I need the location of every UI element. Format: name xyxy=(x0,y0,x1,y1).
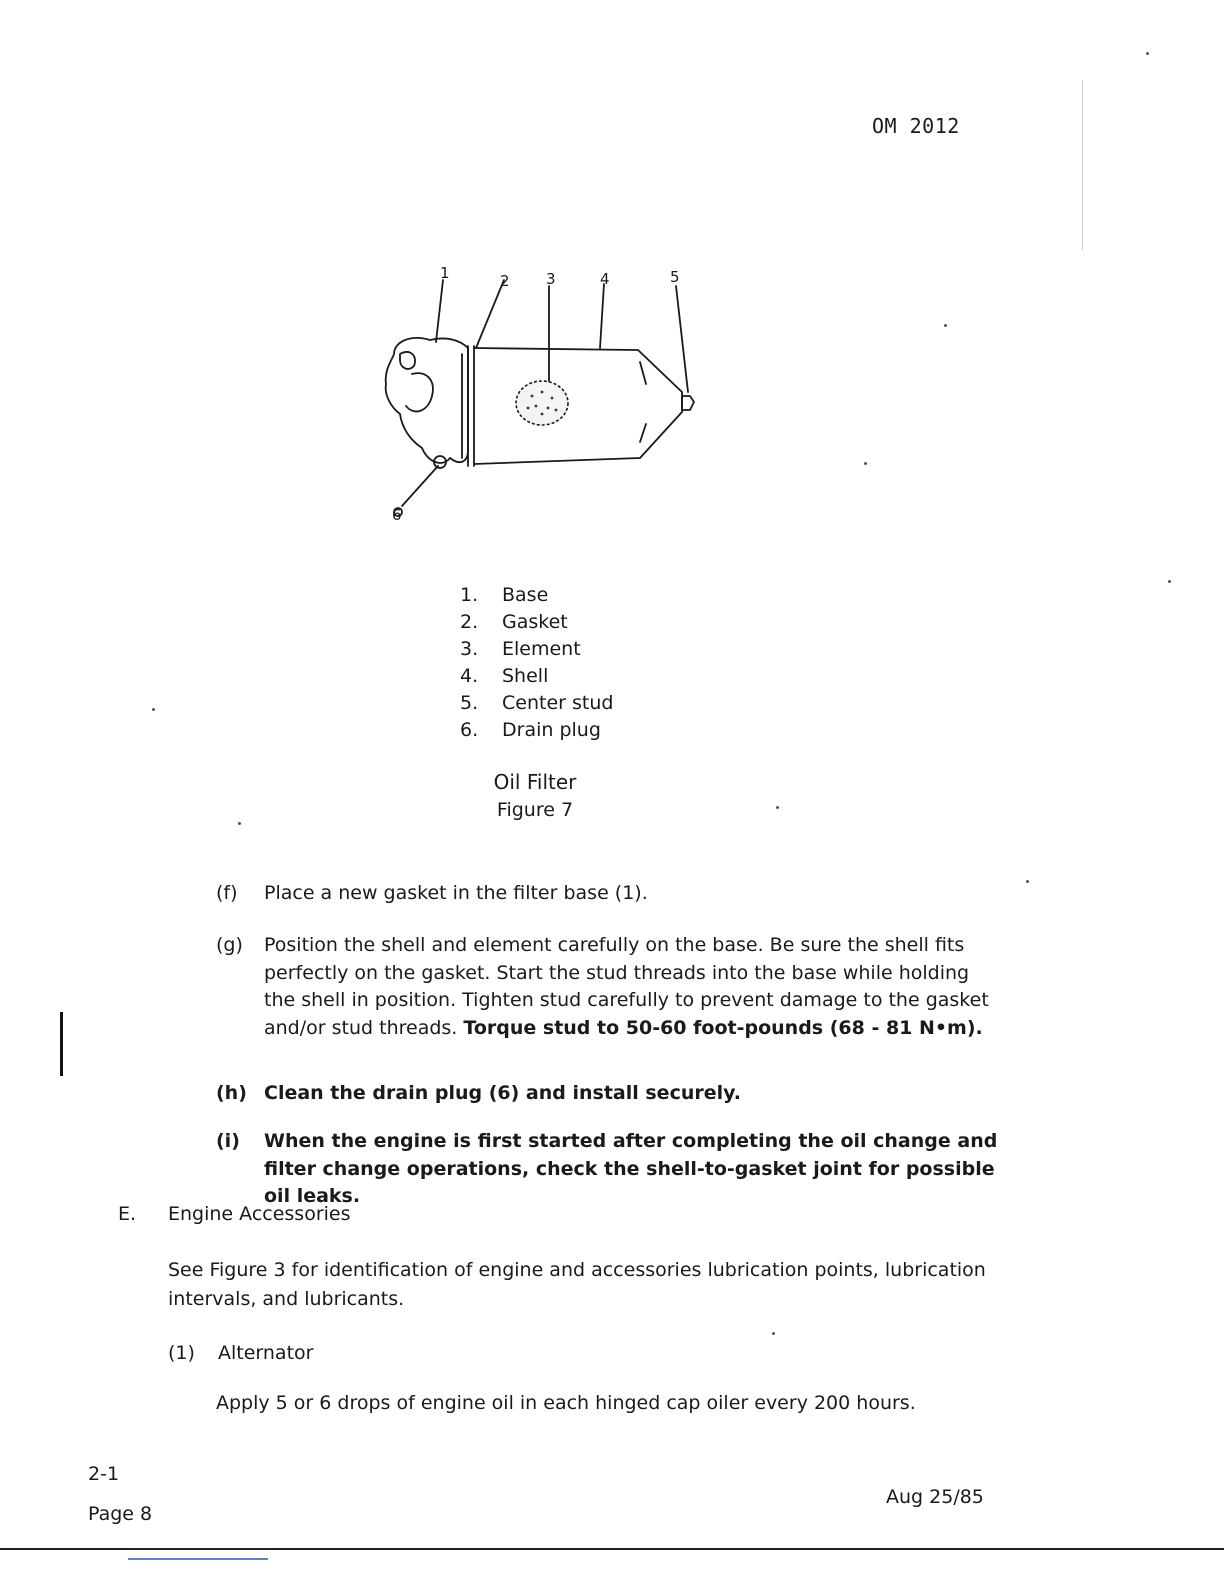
oil-filter-illustration xyxy=(370,262,710,532)
scan-speck xyxy=(1146,52,1149,55)
center-stud-shape xyxy=(682,396,694,410)
scan-speck xyxy=(1168,580,1171,583)
legend-item: 5. Center stud xyxy=(460,692,614,714)
figure-number: Figure 7 xyxy=(496,799,574,821)
callout-4: 4 xyxy=(600,270,610,288)
footer-date: Aug 25/85 xyxy=(886,1486,984,1508)
legend-item: 1. Base xyxy=(460,584,549,606)
document-number: OM 2012 xyxy=(872,114,960,138)
step-g-text: Position the shell and element carefully on the base. Be sure the shell fits perfectly on the gasket. Start the stud threads into the base while holding the shell in position. Tighten stud carefully to prevent damage to the gasket and/or stud threads. xyxy=(264,934,989,1039)
callout-5: 5 xyxy=(670,268,680,286)
callout-1: 1 xyxy=(440,264,450,282)
filter-shell-shape xyxy=(474,348,682,464)
footer-page: Page 8 xyxy=(88,1503,153,1525)
section-e-paragraph: See Figure 3 for identification of engine and accessories lubrication points, lubrication intervals, and lubricants. xyxy=(168,1259,986,1310)
step-g-torque: Torque stud to 50-60 foot-pounds (68 - 81 N•m). xyxy=(463,1016,983,1039)
alternator-instruction: Apply 5 or 6 drops of engine oil in each hinged cap oiler every 200 hours. xyxy=(216,1392,916,1414)
scan-blue-mark xyxy=(128,1558,268,1560)
scan-speck xyxy=(238,822,241,825)
filter-element-shape xyxy=(516,381,568,425)
scan-speck xyxy=(772,1332,775,1335)
scan-margin-line xyxy=(1082,80,1083,250)
scan-speck xyxy=(776,806,779,809)
revision-bar xyxy=(60,1012,63,1076)
figure-caption xyxy=(430,768,640,824)
legend-item: 2. Gasket xyxy=(460,611,568,633)
legend-item: 4. Shell xyxy=(460,665,549,687)
scan-speck xyxy=(944,324,947,327)
drain-plug-line xyxy=(402,466,438,506)
figure-legend xyxy=(460,582,613,744)
bottom-rule xyxy=(0,1548,1224,1550)
callout-6: 6 xyxy=(392,506,402,524)
scan-speck xyxy=(1026,880,1029,883)
figure-title: Oil Filter xyxy=(493,770,577,794)
scan-speck xyxy=(152,708,155,711)
footer-section: 2-1 xyxy=(88,1463,120,1485)
legend-item: 6. Drain plug xyxy=(460,719,601,741)
filter-base-shape xyxy=(386,338,468,463)
scan-speck xyxy=(864,462,867,465)
callout-2: 2 xyxy=(500,272,510,290)
callout-3: 3 xyxy=(546,270,556,288)
legend-item: 3. Element xyxy=(460,638,581,660)
